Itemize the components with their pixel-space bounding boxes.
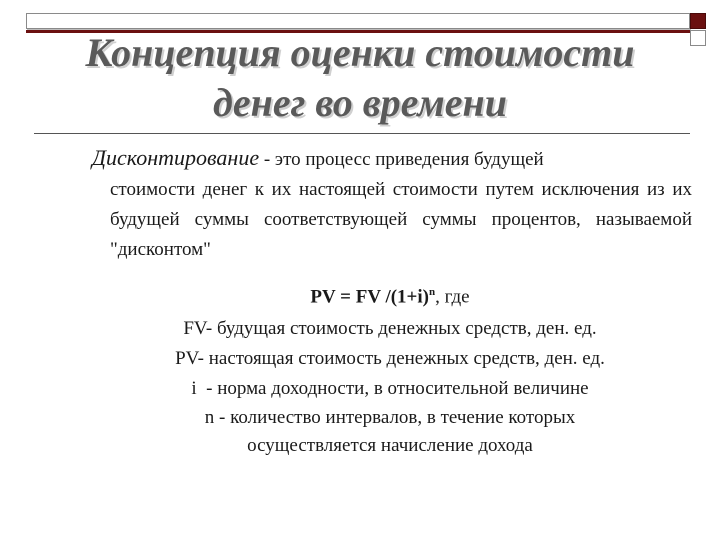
- pv-formula: [60, 277, 720, 312]
- definition-continuation: стоимости денег к их настоящей стоимости путем исключения из их будущей суммы соответствующей суммы процентов, называемой "дисконтом": [110, 179, 692, 260]
- definition-paragraph: [92, 143, 692, 265]
- legend-n-continuation: осуществляется начисление дохода: [247, 435, 533, 456]
- legend-i: i - норма доходности, в относительной величине: [191, 378, 589, 399]
- slide-title-line-2: денег во времени: [213, 80, 507, 125]
- formula-legend: [60, 314, 720, 460]
- slide-title-line-1: Концепция оценки стоимости: [85, 30, 635, 75]
- legend-pv: PV- настоящая стоимость денежных средств, ден. ед.: [175, 348, 605, 369]
- formula-tail: , где: [435, 286, 470, 308]
- header-decoration-bar: [26, 13, 690, 29]
- title-divider: [34, 133, 690, 134]
- formula-exponent: n: [429, 286, 436, 298]
- definition-first-line: - это процесс приведения будущей: [259, 149, 544, 170]
- slide-title: [0, 28, 720, 128]
- header-accent-square: [690, 13, 706, 29]
- legend-n: n - количество интервалов, в течение которых: [204, 407, 576, 428]
- definition-term: Дисконтирование: [92, 145, 260, 170]
- formula-main: PV = FV /(1+i): [310, 286, 429, 308]
- legend-fv: FV- будущая стоимость денежных средств, ден. ед.: [183, 318, 597, 339]
